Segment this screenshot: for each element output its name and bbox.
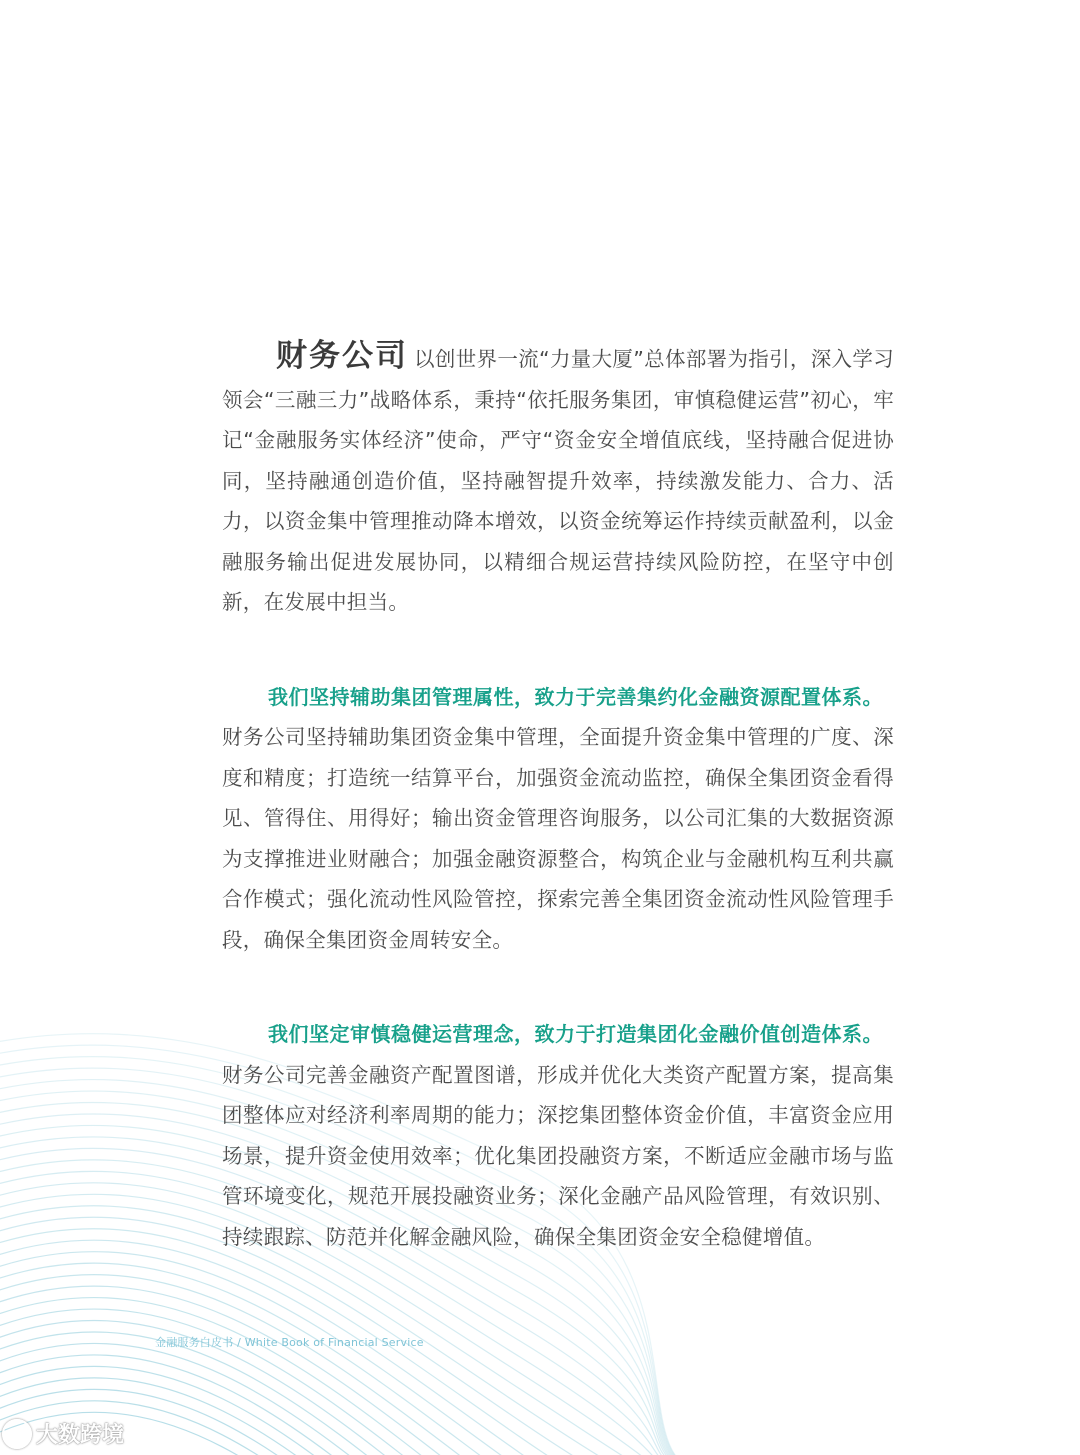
section-heading-2: 我们坚定审慎稳健运营理念，致力于打造集团化金融价值创造体系。 (268, 1022, 883, 1046)
intro-paragraph (222, 336, 894, 623)
main-content (222, 336, 894, 1257)
section-heading-1: 我们坚持辅助集团管理属性，致力于完善集约化金融资源配置体系。 (268, 684, 883, 709)
footer-caption: 金融服务白皮书 / White Book of Financial Service (155, 1336, 424, 1349)
section-body-2: 财务公司完善金融资产配置图谱，形成并优化大类资产配置方案，提高集团整体应对经济利率周期的能力；深挖集团整体资金价值，丰富资金应用场景，提升资金使用效率；优化集团投融资方案，不断适应金融市场与监管环境变化，规范开展投融资业务；深化金融产品风险管理，有效识别、持续跟踪、防范并化解金融风险，确保全集团资金安全稳健增值。 (222, 1062, 894, 1249)
lead-title: 财务公司 (276, 338, 409, 374)
watermark (2, 1418, 124, 1449)
section-group-management (222, 677, 894, 961)
intro-text: 以创世界一流“力量大厦”总体部署为指引，深入学习领会“三融三力”战略体系，秉持“依托服务集团，审慎稳健运营”初心，牢记“金融服务实体经济”使命，严守“资金安全增值底线，坚持融合促进协同，坚持融通创造价值，坚持融智提升效率，持续激发能力、合力、活力，以资金集中管理推动降本增效，以资金统筹运作持续贡献盈利，以金融服务输出促进发展协同，以精细合规运营持续风险防控，在坚守中创新，在发展中担当。 (222, 347, 894, 614)
section-body-1: 财务公司坚持辅助集团资金集中管理，全面提升资金集中管理的广度、深度和精度；打造统一结算平台，加强资金流动监控，确保全集团资金看得见、管得住、用得好；输出资金管理咨询服务，以公司汇集的大数据资源为支撑推进业财融合；加强金融资源整合，构筑企业与金融机构互利共赢合作模式；强化流动性风险管控，探索完善全集团资金流动性风险管理手段，确保全集团资金周转安全。 (222, 725, 894, 952)
watermark-logo-icon (2, 1419, 32, 1449)
section-value-creation (222, 1014, 894, 1257)
watermark-text: 大数跨境 (36, 1423, 125, 1448)
